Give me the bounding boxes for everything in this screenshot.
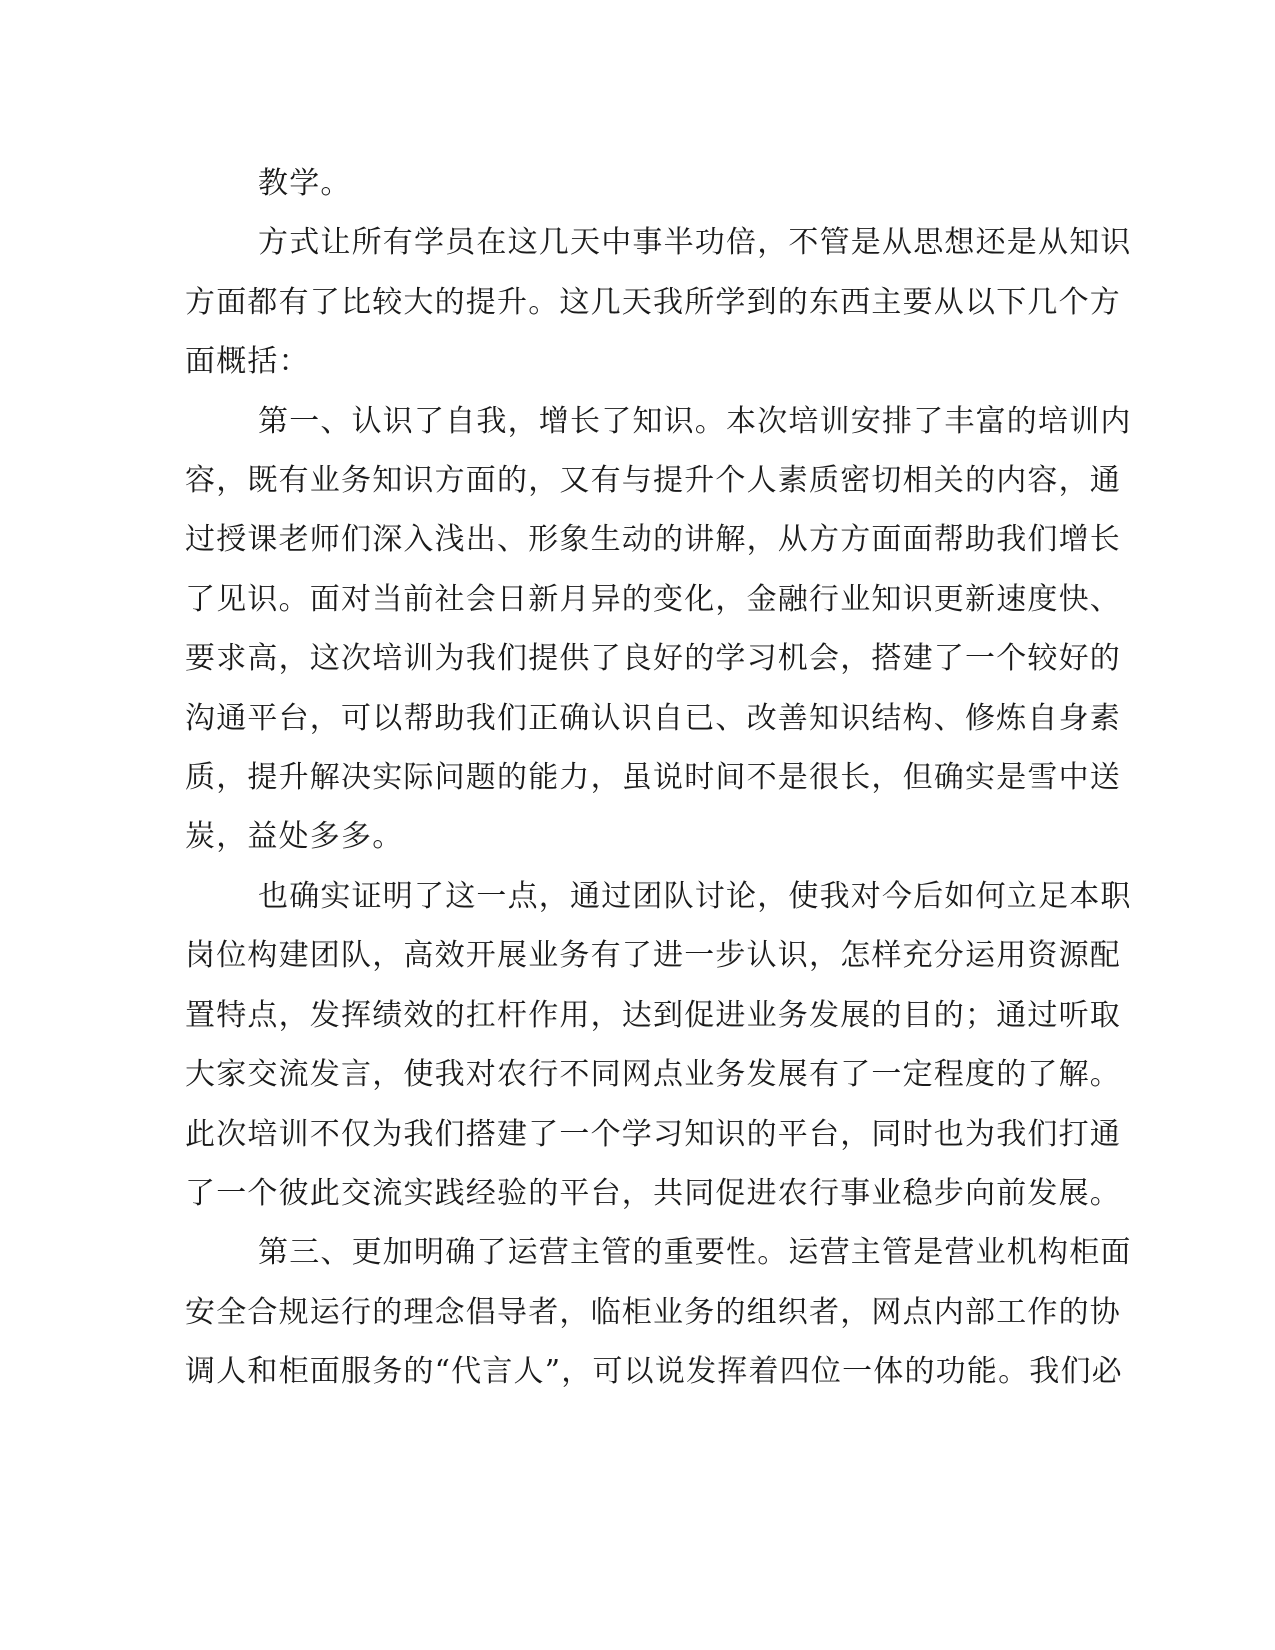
text-line: 了见识。面对当前社会日新月异的变化，金融行业知识更新速度快、 — [185, 581, 1121, 617]
paragraph-1 — [185, 154, 1065, 213]
text-line: 要求高，这次培训为我们提供了良好的学习机会，搭建了一个较好的 — [185, 641, 1121, 677]
text-line: 第三、更加明确了运营主管的重要性。运营主管是营业机构柜面 — [258, 1235, 1132, 1271]
text-line: 岗位构建团队，高效开展业务有了进一步认识，怎样充分运用资源配 — [185, 938, 1121, 974]
text-line: 调人和柜面服务的“代言人”，可以说发挥着四位一体的功能。我们必 — [185, 1354, 1123, 1390]
paragraph-5 — [185, 1223, 1132, 1401]
text-line: 安全合规运行的理念倡导者，临柜业务的组织者，网点内部工作的协 — [185, 1294, 1121, 1330]
text-line: 方面都有了比较大的提升。这几天我所学到的东西主要从以下几个方 — [185, 284, 1121, 320]
text-line: 质，提升解决实际问题的能力，虽说时间不是很长，但确实是雪中送 — [185, 760, 1121, 796]
text-line: 置特点，发挥绩效的扛杆作用，达到促进业务发展的目的；通过听取 — [185, 997, 1121, 1033]
paragraph-4 — [185, 867, 1132, 1223]
text-line: 沟通平台，可以帮助我们正确认识自已、改善知识结构、修炼自身素 — [185, 700, 1121, 736]
paragraph-3 — [185, 392, 1132, 867]
paragraph-2 — [185, 213, 1132, 391]
text-line: 第一、认识了自我，增长了知识。本次培训安排了丰富的培训内 — [258, 403, 1132, 439]
text-line: 过授课老师们深入浅出、形象生动的讲解，从方方面面帮助我们增长 — [185, 522, 1121, 558]
text-line: 大家交流发言，使我对农行不同网点业务发展有了一定程度的了解。 — [185, 1057, 1121, 1093]
text-line: 此次培训不仅为我们搭建了一个学习知识的平台，同时也为我们打通 — [185, 1116, 1121, 1152]
text-line: 了一个彼此交流实践经验的平台，共同促进农行事业稳步向前发展。 — [185, 1175, 1121, 1211]
document-body — [185, 154, 1132, 1402]
text-line: 教学。 — [258, 166, 352, 201]
text-line: 炭，益处多多。 — [185, 819, 404, 855]
text-line: 面概括： — [185, 344, 310, 380]
text-line: 也确实证明了这一点，通过团队讨论，使我对今后如何立足本职 — [258, 878, 1132, 914]
text-line: 容，既有业务知识方面的，又有与提升个人素质密切相关的内容，通 — [185, 463, 1121, 499]
text-line: 方式让所有学员在这几天中事半功倍，不管是从思想还是从知识 — [258, 225, 1132, 261]
